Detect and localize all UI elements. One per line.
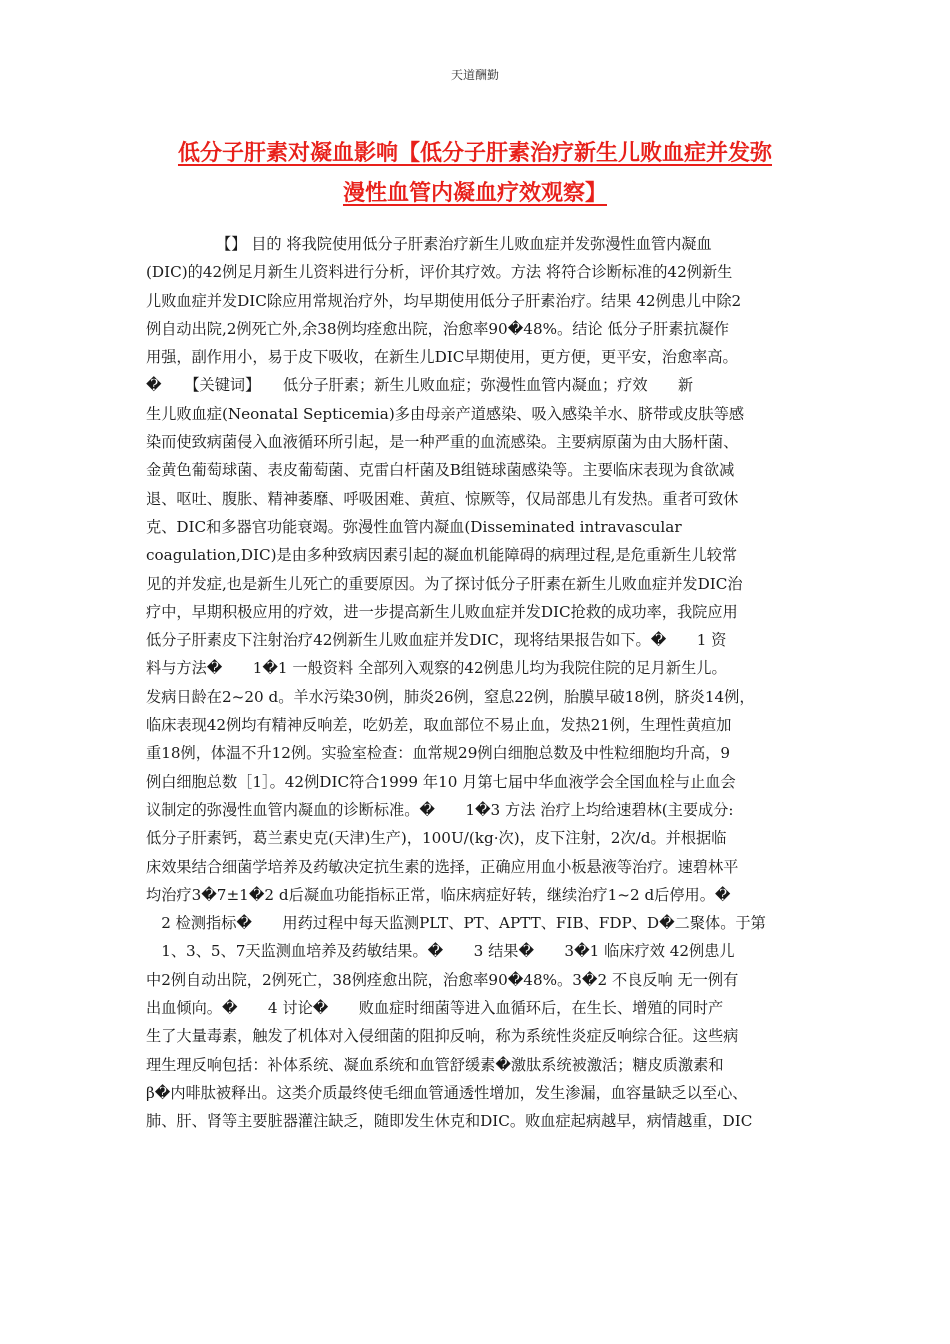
body-text-line: β�内啡肽被释出。这类介质最终使毛细血管通透性增加，发生渗漏，血容量缺乏以至心、 (146, 1083, 748, 1102)
body-text-line: 用强，副作用小，易于皮下吸收，在新生儿DIC早期使用，更方便，更平安，治愈率高。 (146, 348, 738, 367)
body-text-line: 金黄色葡萄球菌、表皮葡萄菌、克雷白杆菌及B组链球菌感染等。主要临床表现为食欲减 (146, 461, 735, 480)
body-text-line: 出血倾向。� 4 讨论� 败血症时细菌等进入血循环后，在生长、增殖的同时产 (146, 999, 724, 1018)
article-body (146, 230, 810, 1136)
article-title (120, 134, 830, 214)
body-text-line: 疗中，早期积极应用的疗效，进一步提高新生儿败血症并发DIC抢救的成功率，我院应用 (146, 602, 738, 621)
body-text-line: 重18例，体温不升12例。实验室检查：血常规29例白细胞总数及中性粒细胞均升高，9 (146, 744, 731, 763)
body-text-line: 低分子肝素皮下注射治疗42例新生儿败血症并发DIC，现将结果报告如下。� 1 资 (146, 631, 727, 650)
body-text-line: 议制定的弥漫性血管内凝血的诊断标准。� 1�3 方法 治疗上均给速碧林(主要成分: (146, 800, 734, 819)
body-text-line: 临床表现42例均有精神反响差，吃奶差，取血部位不易止血，发热21例，生理性黄疸加 (146, 716, 732, 735)
body-text-line: coagulation,DIC)是由多种致病因素引起的凝血机能障碍的病理过程,是危重新生儿较常 (146, 546, 738, 565)
body-text-line: 例自动出院,2例死亡外,余38例均痊愈出院，治愈率90�48%。结论 低分子肝素抗凝作 (146, 319, 729, 338)
body-text-line: 例白细胞总数［1］。42例DIC符合1999 年10 月第七届中华血液学会全国血栓与止血会 (146, 772, 736, 791)
body-text-line: 肺、肝、肾等主要脏器灌注缺乏，随即发生休克和DIC。败血症起病越早，病情越重，DIC (146, 1112, 753, 1131)
body-text-line: 2 检测指标� 用药过程中每天监测PLT、PT、APTT、FIB、FDP、D�二聚体。于第 (146, 914, 766, 933)
body-text-line: 1、3、5、7天监测血培养及药敏结果。� 3 结果� 3�1 临床疗效 42例患儿 (146, 942, 735, 961)
body-text-line: 中2例自动出院，2例死亡，38例痊愈出院，治愈率90�48%。3�2 不良反响 无一例有 (146, 970, 739, 989)
body-text-line: 低分子肝素钙，葛兰素史克(天津)生产)，100U/(kg·次)，皮下注射，2次/d。并根据临 (146, 829, 727, 848)
title-line: 漫性血管内凝血疗效观察】 (342, 181, 607, 206)
body-text-line: 【】 目的 将我院使用低分子肝素治疗新生儿败血症并发弥漫性血管内凝血 (216, 235, 712, 253)
page-header: 天道酬勤 (450, 68, 499, 82)
body-text-line: 料与方法� 1�1 一般资料 全部列入观察的42例患儿均为我院住院的足月新生儿。 (146, 659, 727, 678)
body-text-line: 均治疗3�7±1�2 d后凝血功能指标正常，临床病症好转，继续治疗1~2 d后停用。� (146, 885, 731, 904)
body-text-line: 发病日龄在2~20 d。羊水污染30例，肺炎26例，窒息22例，胎膜早破18例，脐炎14例， (146, 687, 755, 706)
body-text-line: 退、呕吐、腹胀、精神萎靡、呼吸困难、黄疸、惊厥等，仅局部患儿有发热。重者可致休 (146, 489, 739, 508)
body-text-line: 染而使致病菌侵入血液循环所引起，是一种严重的血流感染。主要病原菌为由大肠杆菌、 (146, 433, 739, 452)
body-text-line: 理生理反响包括：补体系统、凝血系统和血管舒缓素�激肽系统被激活；糖皮质激素和 (146, 1055, 724, 1074)
body-text-line: 生儿败血症(Neonatal Septicemia)多由母亲产道感染、吸入感染羊水、脐带或皮肤等感 (146, 404, 745, 423)
body-text-line: (DIC)的42例足月新生儿资料进行分析，评价其疗效。方法 将符合诊断标准的42例新生 (146, 263, 733, 282)
body-text-line: 生了大量毒素，触发了机体对入侵细菌的阻抑反响，称为系统性炎症反响综合征。这些病 (146, 1027, 739, 1046)
body-text-line: � 【关键词】 低分子肝素；新生儿败血症；弥漫性血管内凝血；疗效 新 (146, 376, 694, 395)
body-text-line: 克、DIC和多器官功能衰竭。弥漫性血管内凝血(Disseminated intravascular (146, 517, 682, 536)
body-text-line: 床效果结合细菌学培养及药敏决定抗生素的选择，正确应用血小板悬液等治疗。速碧林平 (146, 857, 739, 876)
body-text-line: 儿败血症并发DIC除应用常规治疗外，均早期使用低分子肝素治疗。结果 42例患儿中除2 (146, 291, 742, 310)
title-line: 低分子肝素对凝血影响【低分子肝素治疗新生儿败血症并发弥 (177, 141, 772, 166)
body-text-line: 见的并发症,也是新生儿死亡的重要原因。为了探讨低分子肝素在新生儿败血症并发DIC治 (146, 574, 743, 593)
